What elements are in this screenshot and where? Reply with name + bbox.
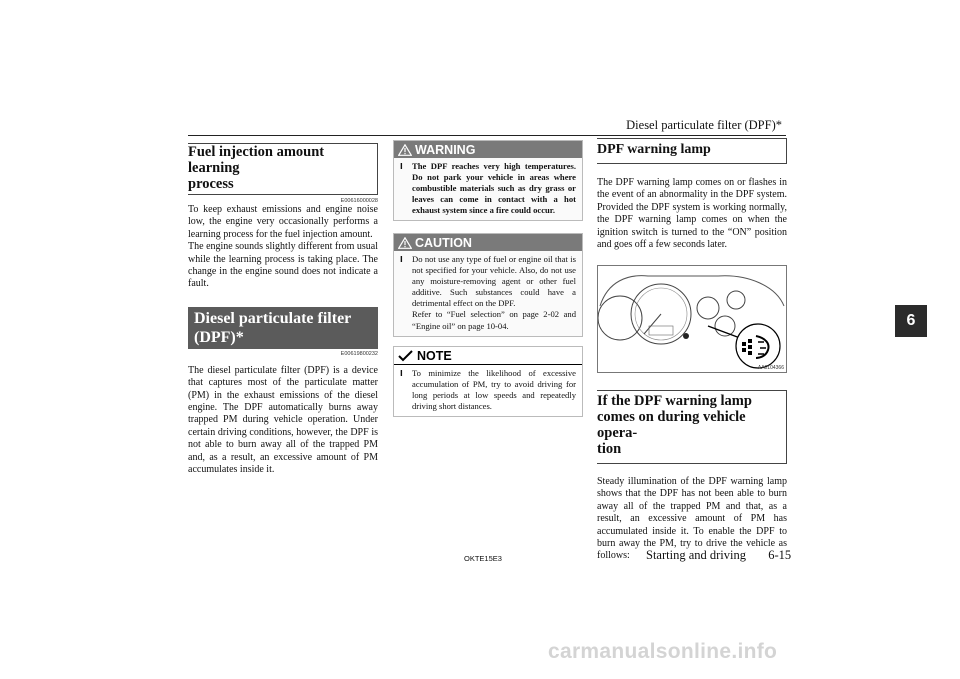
paragraph: Steady illumination of the DPF warning lamp shows that the DPF has not been able to burn away all of the trapped PM and that, as a result, an excessive amount of PM has accumulated inside it. To enable the DPF to burn away the PM, try to drive the vehicle as follows: [597, 476, 787, 562]
instrument-cluster-illustration [598, 266, 786, 372]
paragraph: The diesel particulate filter (DPF) is a device that captures most of the particulate matter (PM) in the exhaust emissions of the diesel engine. The DPF automatically burns away trapped PM during vehicle operation. Under certain driving conditions, however, the DPF is not able to burn away all of the trapped PM and, as a result, an excessive amount of PM accumulates inside it. [188, 364, 378, 476]
figure-code: AA0104366 [757, 365, 784, 371]
heading-dpf [188, 307, 378, 349]
heading-line: Diesel particulate filter [194, 309, 352, 327]
heading-line: If the DPF warning lamp [597, 393, 752, 409]
section-code: E00619800232 [340, 350, 378, 357]
heading-fuel-injection [188, 143, 378, 195]
heading-line: (DPF)* [194, 328, 244, 346]
caution-box [393, 233, 583, 337]
watermark: carmanualsonline.info [548, 640, 778, 663]
chapter-tab: 6 [895, 305, 927, 337]
note-icon [398, 350, 414, 362]
note-box [393, 346, 583, 417]
caution-label: CAUTION [415, 235, 472, 250]
running-head: Diesel particulate filter (DPF)* [626, 118, 782, 132]
doc-code: OKTE15E3 [464, 554, 502, 563]
column-right-lower [597, 390, 787, 563]
caution-refer: Refer to “Fuel selection” on page 2-02 and “Engine oil” on page 10-04. [412, 309, 576, 331]
heading-line: DPF warning lamp [597, 142, 711, 157]
instrument-cluster-figure [597, 265, 787, 373]
bullet-icon: l [400, 162, 403, 171]
warning-text: The DPF reaches very high temperatures. Do not park your vehicle in areas where combustible materials such as dry grass or leaves can come in contact with a hot exhaust system since a fire could occur. [412, 161, 576, 216]
heading-if-lamp-comes-on [597, 390, 787, 464]
footer-section-name: Starting and driving [646, 548, 746, 562]
caution-header [394, 234, 582, 251]
heading-line: comes on during vehicle opera- [597, 409, 746, 441]
column-left [188, 143, 378, 477]
note-header [394, 347, 582, 365]
heading-line: Fuel injection amount learning [188, 144, 325, 176]
column-right [597, 138, 787, 251]
header-rule [188, 135, 786, 136]
warning-icon [398, 144, 412, 156]
heading-dpf-warning-lamp [597, 138, 787, 164]
bullet-icon: l [400, 369, 403, 378]
paragraph: The engine sounds slightly different from usual while the learning process is taking place. The change in the engine sound does not indicate a fault. [188, 241, 378, 290]
heading-line: process [188, 176, 234, 192]
warning-header [394, 141, 582, 158]
page-number: 6-15 [768, 548, 792, 562]
note-label: NOTE [417, 348, 452, 363]
note-text: To minimize the likelihood of excessive accumulation of PM, try to avoid driving for long periods at low speeds and repeatedly driving short distances. [412, 368, 576, 412]
caution-text: Do not use any type of fuel or engine oil that is not specified for your vehicle. Also, do not use any moisture-removing agent or other fuel additive. Such substances could have a detrimental effect on the DPF. [412, 254, 576, 309]
bullet-icon: l [400, 255, 403, 264]
footer-page [646, 548, 791, 563]
warning-label: WARNING [415, 142, 476, 157]
heading-line: tion [597, 441, 622, 457]
section-code: E00616000028 [340, 198, 378, 204]
caution-icon [398, 237, 412, 249]
paragraph: The DPF warning lamp comes on or flashes in the event of an abnormality in the DPF system. Provided the DPF system is working normally, the DPF warning lamp comes on when the ignition switch is turned to the “ON” position and goes off a few seconds later. [597, 177, 787, 251]
paragraph: To keep exhaust emissions and engine noise low, the engine very occasionally performs a learning process for the fuel injection amount. [188, 204, 378, 240]
warning-box [393, 140, 583, 221]
